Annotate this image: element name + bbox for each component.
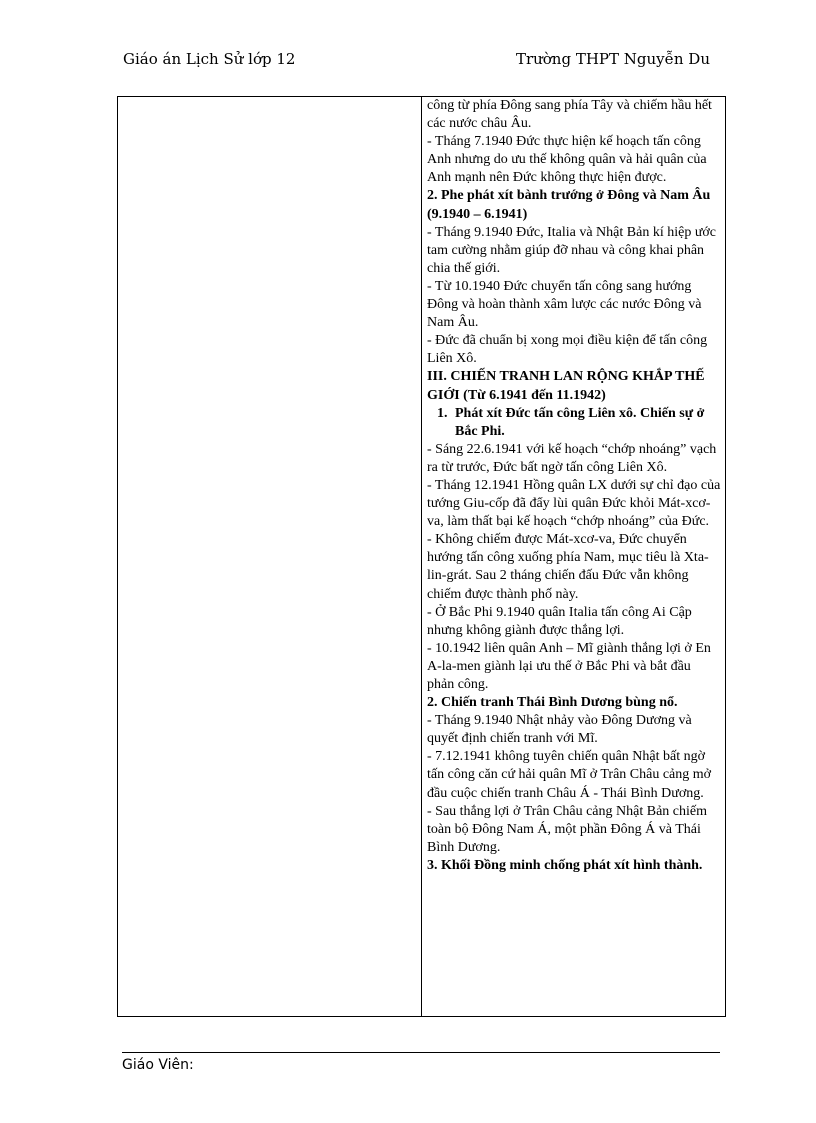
- paragraph: - Từ 10.1940 Đức chuyển tấn công sang hướng Đông và hoàn thành xâm lược các nước Đông và Nam Âu.: [427, 278, 702, 331]
- paragraph: - 7.12.1941 không tuyên chiến quân Nhật bất ngờ tấn công căn cứ hải quân Mĩ ở Trân Châu cảng mở đầu cuộc chiến tranh Châu Á - Thái Bình Dương.: [427, 749, 712, 801]
- section-heading: 3. Khối Đồng minh chống phát xít hình thành.: [427, 857, 703, 873]
- lesson-content-column: [427, 97, 721, 875]
- page-header-left: Giáo án Lịch Sử lớp 12: [123, 50, 296, 68]
- paragraph: - Tháng 9.1940 Đức, Italia và Nhật Bản kí hiệp ước tam cường nhằm giúp đỡ nhau và công khai phân chia thế giới.: [427, 224, 717, 276]
- paragraph: - Tháng 7.1940 Đức thực hiện kế hoạch tấn công Anh nhưng do ưu thế không quân và hải quân của Anh mạnh nên Đức không thực hiện được.: [427, 134, 707, 186]
- paragraph: - Không chiếm được Mát-xcơ-va, Đức chuyển hướng tấn công xuống phía Nam, mục tiêu là Xta-lin-grát. Sau 2 tháng chiến đấu Đức vẫn không chiếm được thành phố này.: [427, 532, 709, 602]
- section-heading: 2. Phe phát xít bành trướng ở Đông và Nam Âu (9.1940 – 6.1941): [427, 188, 711, 222]
- paragraph: - Ở Bắc Phi 9.1940 quân Italia tấn công Ai Cập nhưng không giành được thắng lợi.: [427, 604, 692, 638]
- chapter-heading: III. CHIẾN TRANH LAN RỘNG KHẮP THẾ GIỚI (Từ 6.1941 đến 11.1942): [427, 369, 705, 403]
- section-heading: 2. Chiến tranh Thái Bình Dương bùng nổ.: [427, 695, 678, 711]
- paragraph: - Đức đã chuẩn bị xong mọi điều kiện để tấn công Liên Xô.: [427, 333, 708, 367]
- heading-text: Phát xít Đức tấn công Liên xô. Chiến sự ở Bắc Phi.: [455, 405, 705, 439]
- paragraph: công từ phía Đông sang phía Tây và chiếm hầu hết các nước châu Âu.: [427, 98, 712, 132]
- paragraph: - Tháng 9.1940 Nhật nhảy vào Đông Dương và quyết định chiến tranh với Mĩ.: [427, 713, 692, 747]
- paragraph: - 10.1942 liên quân Anh – Mĩ giành thắng lợi ở En A-la-men giành lại ưu thế ở Bắc Phi và bắt đầu phản công.: [427, 640, 711, 692]
- table-column-divider: [421, 97, 422, 1016]
- paragraph: - Tháng 12.1941 Hồng quân LX dưới sự chỉ đạo của tướng Giu-cốp đã đẩy lùi quân Đức khỏi Mát-xcơ-va, làm thất bại kế hoạch “chớp nhoáng” của Đức.: [427, 477, 721, 530]
- paragraph: - Sáng 22.6.1941 với kế hoạch “chớp nhoáng” vạch ra từ trước, Đức bất ngờ tấn công Liên Xô.: [427, 441, 717, 475]
- footer-teacher-label: Giáo Viên:: [122, 1057, 194, 1073]
- paragraph: - Sau thắng lợi ở Trân Châu cảng Nhật Bản chiếm toàn bộ Đông Nam Á, một phần Đông Á và Thái Bình Dương.: [427, 803, 707, 855]
- heading-number: 1.: [437, 405, 448, 421]
- numbered-heading: [427, 405, 721, 441]
- footer-divider: [122, 1052, 720, 1053]
- page-header-right: Trường THPT Nguyễn Du: [515, 50, 710, 68]
